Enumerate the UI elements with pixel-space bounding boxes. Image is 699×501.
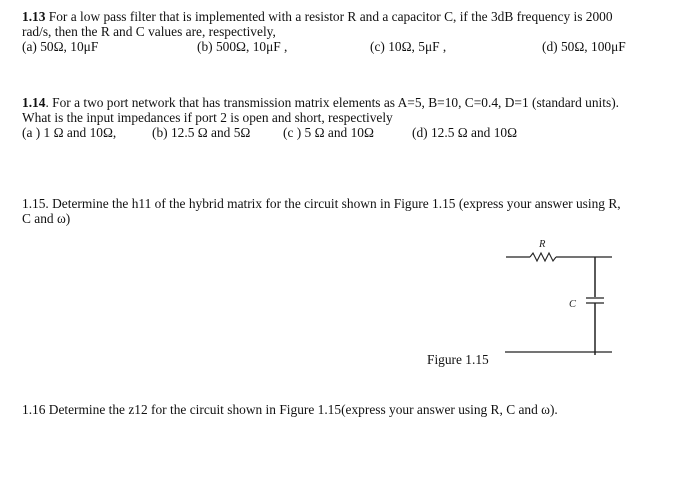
option-a: (a ) 1 Ω and 10Ω, bbox=[22, 125, 117, 140]
resistor-symbol bbox=[530, 253, 556, 261]
option-b: (b) 500Ω, 10μF , bbox=[197, 39, 288, 54]
option-c: (c) 10Ω, 5μF , bbox=[370, 39, 447, 54]
question-text: C and ω) bbox=[22, 211, 71, 226]
option-c: (c ) 5 Ω and 10Ω bbox=[283, 125, 374, 140]
question-text: 1.14. For a two port network that has transmission matrix elements as A=5, B=10, C=0.4, D=1 (standard units). bbox=[22, 95, 620, 110]
question-number: 1.13 bbox=[22, 9, 46, 24]
option-d: (d) 50Ω, 100μF bbox=[542, 39, 626, 54]
option-a: (a) 50Ω, 10μF bbox=[22, 39, 99, 54]
question-text: What is the input impedances if port 2 is open and short, respectively bbox=[22, 110, 393, 125]
question-number: 1.14 bbox=[22, 95, 46, 110]
option-d: (d) 12.5 Ω and 10Ω bbox=[412, 125, 518, 140]
option-b: (b) 12.5 Ω and 5Ω bbox=[152, 125, 251, 140]
question-1-16 bbox=[22, 402, 682, 417]
question-text: 1.16 Determine the z12 for the circuit shown in Figure 1.15(express your answer using R, C and ω). bbox=[22, 402, 558, 417]
question-text: rad/s, then the R and C values are, respectively, bbox=[22, 24, 276, 39]
question-text: 1.15. Determine the h11 of the hybrid matrix for the circuit shown in Figure 1.15 (express your answer using R, bbox=[22, 196, 621, 211]
capacitor-label: C bbox=[569, 299, 577, 310]
question-text: 1.13 For a low pass filter that is implemented with a resistor R and a capacitor C, if the 3dB frequency is 2000 bbox=[22, 9, 613, 24]
resistor-label: R bbox=[539, 239, 546, 250]
figure-caption: Figure 1.15 bbox=[427, 352, 489, 367]
